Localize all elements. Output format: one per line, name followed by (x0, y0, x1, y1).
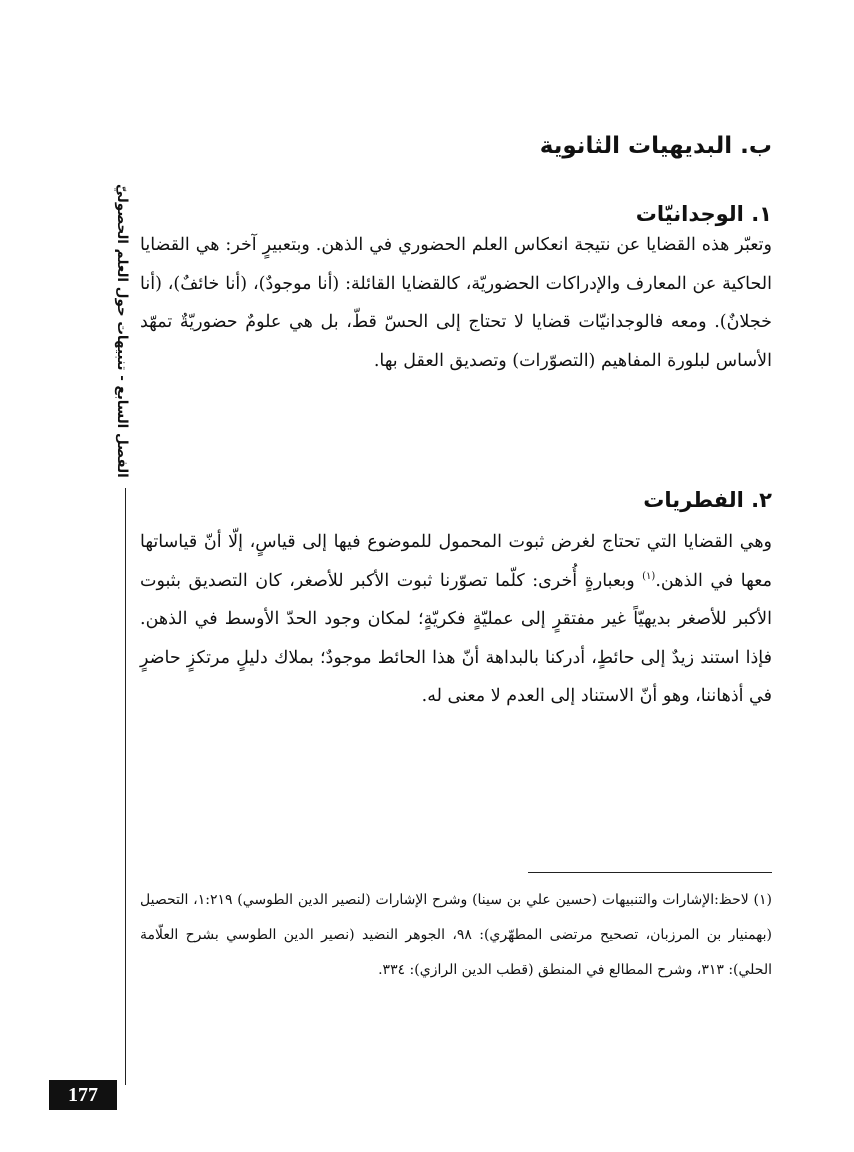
page-number: 177 (49, 1080, 117, 1110)
paragraph-fitriyyat-part2: وبعبارةٍ أُخرى: كلّما تصوّرنا ثبوت الأكبر للأصغر، كان التصديق بثبوت الأكبر للأصغر بديهيّاً غير مفتقرٍ إلى عمليّةٍ فكريّةٍ؛ لمكان وجود الحدّ الأوسط في الذهن. فإذا استند زيدٌ إلى حائطٍ، أدركنا بالبداهة أنّ هذا الحائط موجودٌ؛ بملاك دليلٍ مرتكزٍ حاضرٍ في أذهاننا، وهو أنّ الاستناد إلى العدم لا معنى له. (140, 570, 772, 707)
subsection-heading-wijdaniyyat: ١. الوجدانيّات (635, 202, 772, 226)
subsection-heading-fitriyyat: ٢. الفطريات (643, 488, 772, 512)
paragraph-wijdaniyyat (140, 226, 772, 380)
running-head-text: الفصل السابع - تنبيهات حول العلم الحصوليّ (114, 184, 130, 478)
paragraph-fitriyyat-text (140, 523, 772, 716)
paragraph-fitriyyat (140, 523, 772, 716)
paragraph-wijdaniyyat-text: وتعبّر هذه القضايا عن نتيجة انعكاس العلم الحضوري في الذهن. وبتعبيرٍ آخر: هي القضايا الحاكية عن المعارف والإدراكات الحضوريّة، كالقضايا القائلة: (أنا موجودٌ)، (أنا خائفٌ)، (أنا خجلانٌ). ومعه فالوجدانيّات قضايا لا تحتاج إلى الحسّ قطّ، بل هي علومٌ حضوريّةٌ تمهّد الأساس لبلورة المفاهيم (التصوّرات) وتصديق العقل بها. (140, 235, 772, 371)
paragraph-fitriyyat-part1: وهي القضايا التي تحتاج لغرض ثبوت المحمول للموضوع فيها إلى قياسٍ، إلّا أنّ قياساتها معها في الذهن. (140, 532, 772, 591)
footnote-text: (١) لاحظ:الإشارات والتنبيهات (حسين علي بن سينا) وشرح الإشارات (لنصير الدين الطوسي) ١:٢١٩، التحصيل (بهمنيار بن المرزبان، تصحيح مرتضى المطهّري): ٩٨، الجوهر النضيد (نصير الدين الطوسي بشرح العلّامة الحلي): ٣١٣، وشرح المطالع في المنطق (قطب الدين الرازي): ٣٣٤. (140, 892, 772, 978)
section-heading: ب. البديهيات الثانوية (539, 133, 772, 159)
footnote-divider (528, 872, 772, 873)
running-head (112, 184, 132, 1089)
footnote (140, 883, 772, 988)
footnote-marker[interactable]: (١) (642, 570, 656, 582)
running-head-rule (125, 488, 126, 1085)
